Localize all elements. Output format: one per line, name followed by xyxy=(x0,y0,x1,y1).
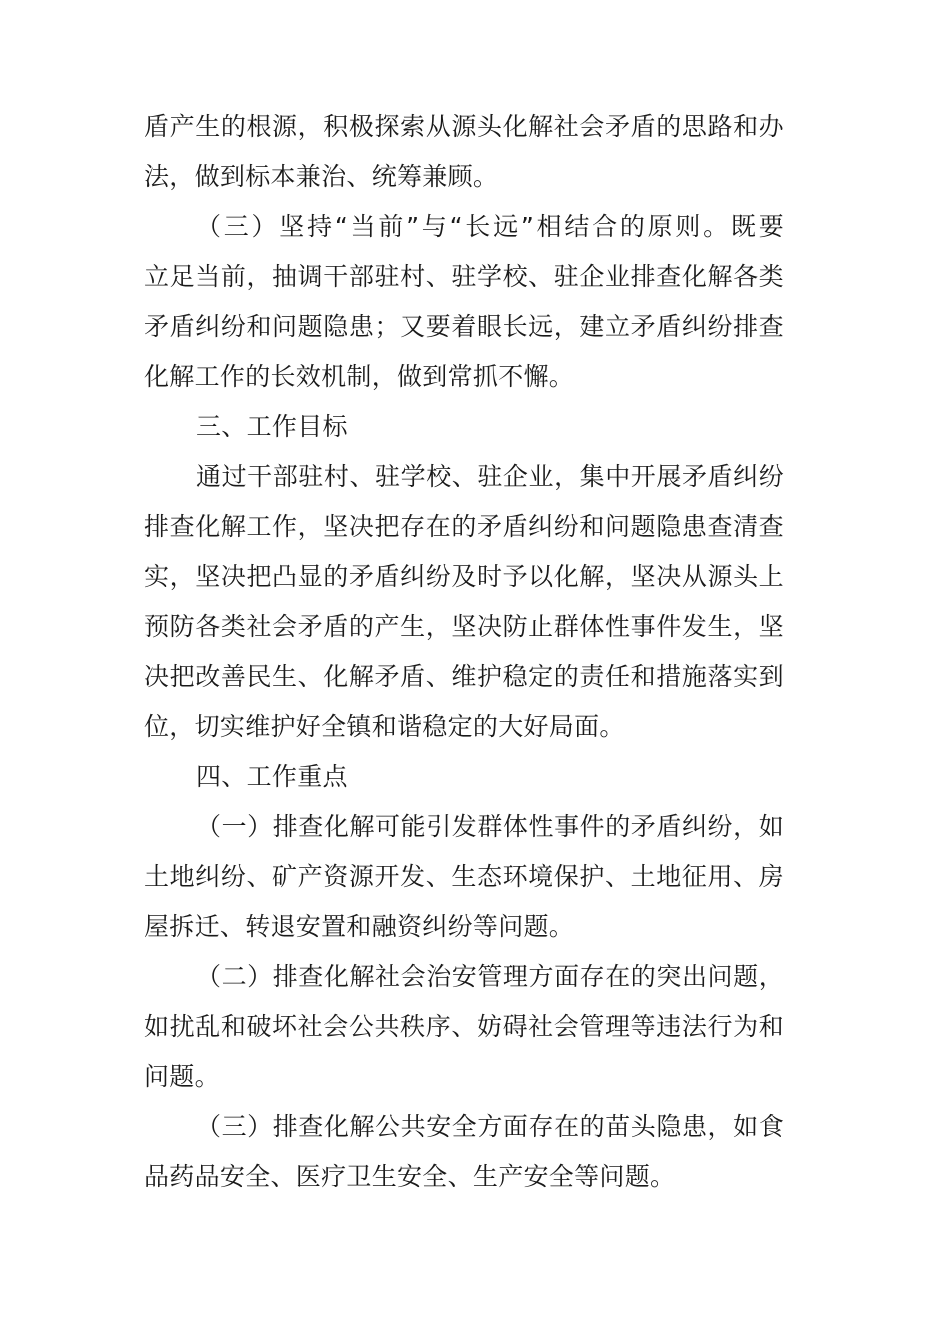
text-line: （三）排查化解公共安全方面存在的苗头隐患，如食 xyxy=(196,1112,784,1141)
text-line: 位，切实维护好全镇和谐稳定的大好局面。 xyxy=(144,712,625,741)
text-line: 矛盾纠纷和问题隐患；又要着眼长远，建立矛盾纠纷排查 xyxy=(144,312,784,341)
text-line: 立足当前，抽调干部驻村、驻学校、驻企业排查化解各类 xyxy=(144,262,784,291)
text-line: 土地纠纷、矿产资源开发、生态环境保护、土地征用、房 xyxy=(144,862,784,891)
section-heading: 四、工作重点 xyxy=(196,762,348,791)
section-heading: 三、工作目标 xyxy=(196,412,348,441)
text-line: （三）坚持“当前”与“长远”相结合的原则。既要 xyxy=(196,212,784,241)
text-line: 预防各类社会矛盾的产生，坚决防止群体性事件发生，坚 xyxy=(144,612,784,641)
text-line: 化解工作的长效机制，做到常抓不懈。 xyxy=(144,362,575,391)
text-line: 屋拆迁、转退安置和融资纠纷等问题。 xyxy=(144,912,575,941)
text-line: 排查化解工作，坚决把存在的矛盾纠纷和问题隐患查清查 xyxy=(144,512,784,541)
text-line: 实，坚决把凸显的矛盾纠纷及时予以化解，坚决从源头上 xyxy=(144,562,784,591)
text-line: 盾产生的根源，积极探索从源头化解社会矛盾的思路和办 xyxy=(144,112,784,141)
text-line: 通过干部驻村、驻学校、驻企业，集中开展矛盾纠纷 xyxy=(196,462,784,491)
text-line: 品药品安全、医疗卫生安全、生产安全等问题。 xyxy=(144,1162,676,1191)
document-body xyxy=(144,102,784,1202)
text-line: 问题。 xyxy=(144,1062,220,1091)
text-line: 法，做到标本兼治、统筹兼顾。 xyxy=(144,162,499,191)
text-line: 如扰乱和破坏社会公共秩序、妨碍社会管理等违法行为和 xyxy=(144,1012,784,1041)
text-line: （一）排查化解可能引发群体性事件的矛盾纠纷，如 xyxy=(196,812,784,841)
text-line: 决把改善民生、化解矛盾、维护稳定的责任和措施落实到 xyxy=(144,662,784,691)
text-line: （二）排查化解社会治安管理方面存在的突出问题， xyxy=(196,962,784,991)
